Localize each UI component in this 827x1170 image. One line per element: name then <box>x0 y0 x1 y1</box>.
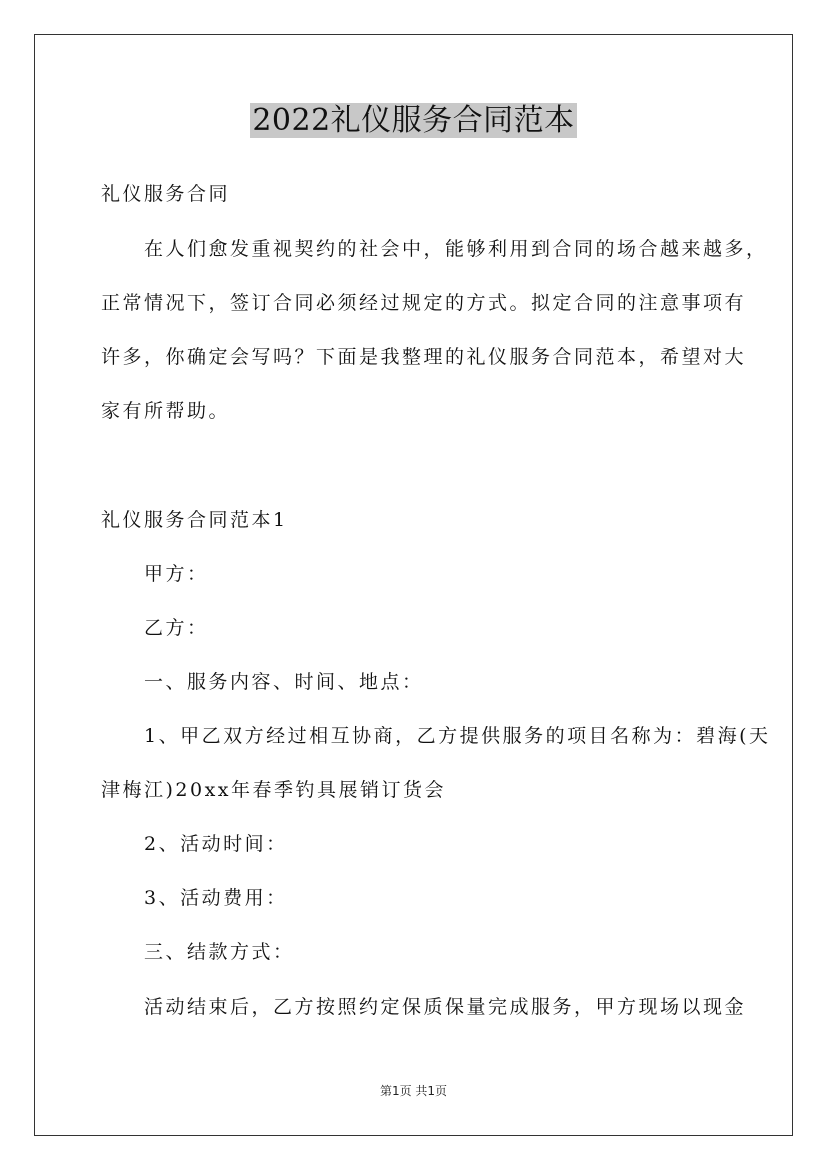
item-2: 2、活动时间： <box>144 833 288 855</box>
item-3: 3、活动费用： <box>144 887 288 909</box>
intro-line-4: 家有所帮助。 <box>101 400 231 422</box>
party-a-label: 甲方： <box>144 563 209 585</box>
intro-line-1: 在人们愈发重视契约的社会中，能够利用到合同的场合越来越多， <box>144 238 768 260</box>
item-1-line-2: 津梅江)20xx年春季钓具展销订货会 <box>101 779 447 801</box>
clause-3-heading: 三、结款方式： <box>144 941 295 963</box>
document-title-text: 2022礼仪服务合同范本 <box>252 103 575 138</box>
sample-heading: 礼仪服务合同范本1 <box>101 509 288 531</box>
section-heading: 礼仪服务合同 <box>101 183 231 205</box>
item-1-line-1: 1、甲乙双方经过相互协商，乙方提供服务的项目名称为：碧海(天 <box>144 725 771 747</box>
page-footer: 第1页 共1页 <box>379 1084 448 1098</box>
payment-line: 活动结束后，乙方按照约定保质保量完成服务，甲方现场以现金 <box>144 996 747 1018</box>
clause-1-heading: 一、服务内容、时间、地点： <box>144 671 424 693</box>
party-b-label: 乙方： <box>144 617 209 639</box>
document-title <box>0 100 827 142</box>
intro-line-3: 许多，你确定会写吗？下面是我整理的礼仪服务合同范本，希望对大 <box>101 346 747 368</box>
intro-line-2: 正常情况下，签订合同必须经过规定的方式。拟定合同的注意事项有 <box>101 292 747 314</box>
